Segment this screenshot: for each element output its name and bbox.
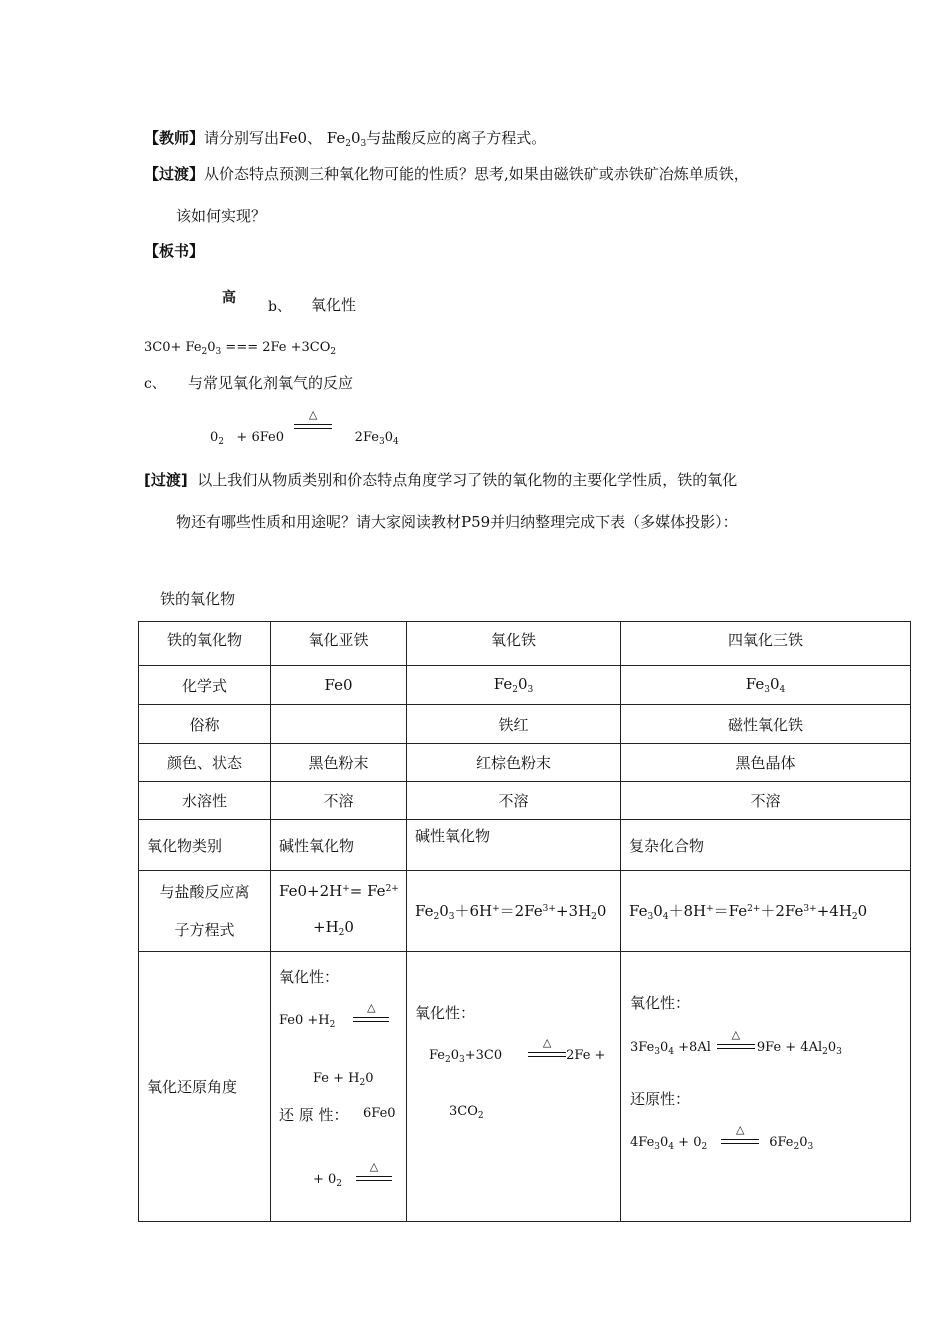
- table-cell: 黑色晶体: [621, 744, 911, 782]
- feo-product: $Fe + H_20$: [313, 1071, 374, 1088]
- heat-condition-icon: △: [717, 1041, 755, 1055]
- transition2-line: [144, 469, 737, 490]
- transition1-text2: 该如何实现？: [176, 207, 267, 225]
- transition2-tag: [过渡]: [144, 471, 188, 489]
- fe3o4-o2-eq: $4Fe_30_4 + 0_2$ △ $6Fe_20_3$: [630, 1122, 814, 1152]
- board-tag: 【板书】: [144, 242, 205, 260]
- table-row: [139, 782, 911, 820]
- fe3o4-al-eq: $3Fe_30_4 +8Al$ △ $9Fe + 4Al_20_3$: [630, 1027, 842, 1057]
- heat-condition-icon: △: [356, 1173, 392, 1187]
- formula-fe2o3: $Fe_20_3$: [407, 666, 621, 705]
- oxidizing-label: 氧化性：: [279, 968, 340, 986]
- redox-fe3o4-cell: [621, 952, 911, 1222]
- row-label: 颜色、状态: [139, 744, 271, 782]
- b-title: 氧化性: [311, 296, 357, 314]
- table-cell: [271, 705, 407, 744]
- table-cell: 不溶: [271, 782, 407, 820]
- table-cell: 碱性氧化物: [407, 820, 621, 871]
- transition1-line: [144, 163, 749, 184]
- table-row: [139, 705, 911, 744]
- gao-mark: 高: [222, 290, 236, 306]
- c-label: c、: [144, 376, 166, 392]
- oxidizing-label: 氧化性：: [630, 994, 691, 1012]
- row-label: 水溶性: [139, 782, 271, 820]
- redox-fe2o3-cell: [407, 952, 621, 1222]
- redox-feo-cell: [271, 952, 407, 1222]
- feo-o2-eq: + $0_2$ △: [313, 1172, 398, 1189]
- table-cell: 红棕色粉末: [407, 744, 621, 782]
- iron-oxides-table: [138, 621, 911, 1222]
- table-row: [139, 820, 911, 871]
- formula-fe3o4: $Fe_30_4$: [621, 666, 911, 705]
- table-cell: 不溶: [407, 782, 621, 820]
- reducing-label: 还原性：: [630, 1090, 691, 1108]
- fe2o3-co-eq: $Fe_20_3+3C0$ △ 2Fe +: [429, 1035, 606, 1065]
- header-cell: 氧化亚铁: [271, 622, 407, 666]
- acid-eq-fe3o4: $Fe_30_4+8H^+=Fe^{2+}+2Fe^{3+}+4H_20$: [621, 871, 911, 952]
- teacher-line: 【教师】请分别写出Fe0、 $Fe_20_3$与盐酸反应的离子方程式。: [144, 129, 547, 149]
- teacher-tag: 【教师】: [144, 129, 205, 147]
- table-row: [139, 952, 911, 1222]
- acid-eq-fe2o3: $Fe_20_3+6H^+=2Fe^{3+}+3H_20$: [407, 871, 621, 952]
- table-cell: 不溶: [621, 782, 911, 820]
- table-row: [139, 622, 911, 666]
- teacher-text-a: 请分别写出Fe0、 Fe: [204, 129, 346, 147]
- transition1-text: 从价态特点预测三种氧化物可能的性质？思考,如果由磁铁矿或赤铁矿冶炼单质铁，: [204, 165, 749, 183]
- header-cell: 氧化铁: [407, 622, 621, 666]
- table-row: [139, 666, 911, 705]
- transition2-text: 以上我们从物质类别和价态特点角度学习了铁的氧化物的主要化学性质，铁的氧化: [197, 471, 738, 489]
- b-label: b、: [268, 299, 291, 315]
- oxidizing-label: 氧化性：: [415, 1004, 476, 1022]
- row-label: 氧化物类别: [139, 820, 271, 871]
- c-title: 与常见氧化剂氧气的反应: [188, 374, 354, 392]
- table-cell: 铁红: [407, 705, 621, 744]
- equation-co-reduction: $3C0+ Fe_20_3$ === $2Fe +3CO_2$: [144, 340, 337, 357]
- row-label: 化学式: [139, 666, 271, 705]
- heat-condition-icon: △: [721, 1136, 759, 1150]
- row-label: 氧化还原角度: [139, 952, 271, 1222]
- feo-reactant: 6Fe0: [363, 1106, 396, 1121]
- row-label: 俗称: [139, 705, 271, 744]
- table-row: [139, 871, 911, 952]
- fe2o3-product: $3CO_2$: [449, 1104, 484, 1121]
- row-label: 与盐酸反应离 子方程式: [139, 871, 271, 952]
- transition2-text2: 物还有哪些性质和用途呢？请大家阅读教材P59并归纳整理完成下表（多媒体投影）：: [176, 513, 738, 531]
- formula-feo: Fe0: [271, 666, 407, 705]
- heat-condition-icon: △: [353, 1014, 389, 1028]
- feo-h2-eq: $Fe0 +H_2$ △: [279, 1013, 395, 1030]
- table-cell: 黑色粉末: [271, 744, 407, 782]
- header-cell: 铁的氧化物: [139, 622, 271, 666]
- acid-eq-feo: $Fe0+2H^+= Fe^{2+}$ $+H_20$: [271, 871, 407, 952]
- transition1-tag: 【过渡】: [144, 165, 205, 183]
- heat-condition-icon: △: [294, 421, 332, 435]
- equation-feo-o2: $0_2$ + 6Fe0 △ $2Fe_30_4$: [210, 407, 399, 447]
- teacher-text-b: 与盐酸反应的离子方程式。: [366, 129, 547, 147]
- table-row: [139, 744, 911, 782]
- header-cell: 四氧化三铁: [621, 622, 911, 666]
- table-cell: 复杂化合物: [621, 820, 911, 871]
- table-caption: 铁的氧化物: [160, 590, 236, 608]
- reducing-label: 还 原 性：: [279, 1106, 349, 1124]
- table-cell: 碱性氧化物: [271, 820, 407, 871]
- table-cell: 磁性氧化铁: [621, 705, 911, 744]
- heat-condition-icon: △: [528, 1049, 566, 1063]
